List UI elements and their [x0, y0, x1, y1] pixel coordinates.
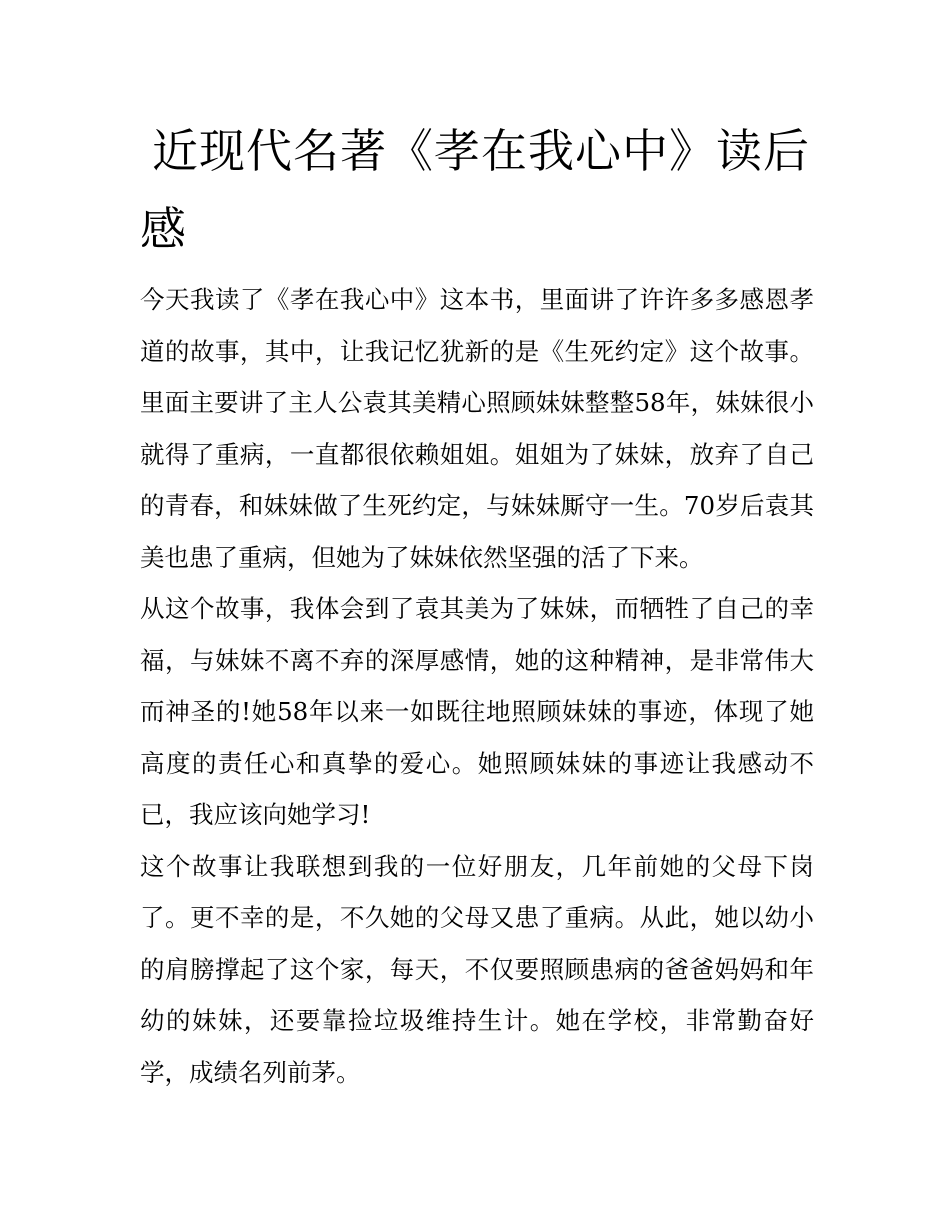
paragraph-3: 这个故事让我联想到我的一位好朋友，几年前她的父母下岗了。更不幸的是，不久她的父母又患了重病。从此，她以幼小的肩膀撑起了这个家，每天，不仅要照顾患病的爸爸妈妈和年幼的妹妹，还要靠捡垃圾维持生计。她在学校，非常勤奋好学，成绩名列前茅。	[140, 851, 814, 1087]
paragraph-1: 今天我读了《孝在我心中》这本书，里面讲了许许多多感恩孝道的故事，其中，让我记忆犹新的是《生死约定》这个故事。里面主要讲了主人公袁其美精心照顾妹妹整整58年，妹妹很小就得了重病，一直都很依赖姐姐。姐姐为了妹妹，放弃了自己的青春，和妹妹做了生死约定，与妹妹厮守一生。70岁后袁其美也患了重病，但她为了妹妹依然坚强的活了下来。	[140, 285, 814, 572]
document-body	[140, 274, 814, 1098]
paragraph-2: 从这个故事，我体会到了袁其美为了妹妹，而牺牲了自己的幸福，与妹妹不离不弃的深厚感情，她的这种精神，是非常伟大而神圣的!她58年以来一如既往地照顾妹妹的事迹，体现了她高度的责任心和真挚的爱心。她照顾妹妹的事迹让我感动不已，我应该向她学习!	[140, 594, 814, 829]
document-title: 近现代名著《孝在我心中》读后感	[140, 124, 810, 256]
